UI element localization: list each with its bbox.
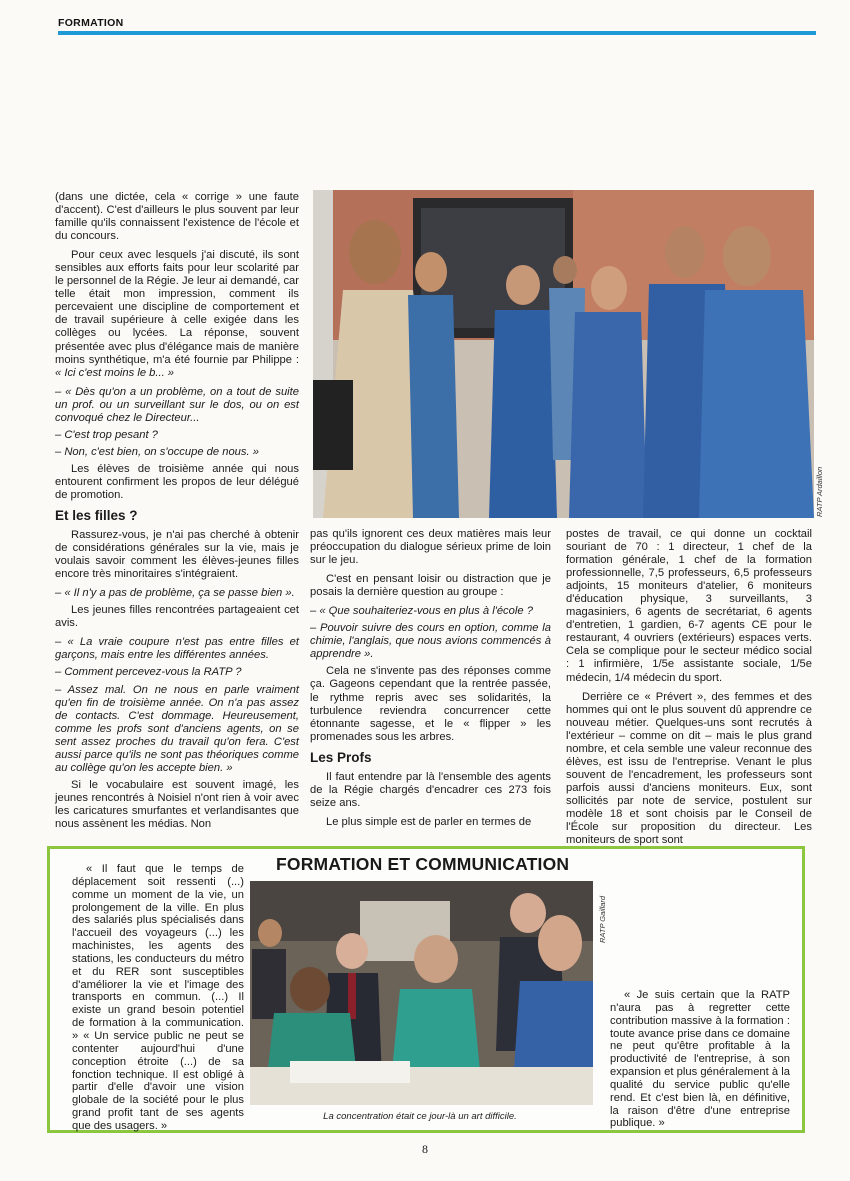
quote: – « Il n'y a pas de problème, ça se passe bien ». [55, 587, 295, 600]
paragraph: Cela ne s'invente pas des réponses comme ça. Gageons cependant que la rentrée passée, le rythme repris avec ses solidarités, la turbulence reviendra concurrencer cette étonnante sagesse, et le « flipper » les promenades sous les arbres. [310, 665, 551, 743]
header-rule [58, 31, 816, 35]
photo-credit: RATP Ardaillon [815, 466, 824, 517]
quote: – Comment percevez-vous la RATP ? [55, 666, 242, 679]
quote: – « Que souhaiteriez-vous en plus à l'école ? [310, 605, 533, 618]
photo-caption: La concentration était ce jour-là un art difficile. [323, 1111, 517, 1122]
quote: – « La vraie coupure n'est pas entre filles et garçons, mais entre les différentes années. [55, 636, 299, 662]
page-header [0, 0, 827, 40]
workshop-photo [250, 881, 593, 1105]
subheading-filles: Et les filles ? [55, 508, 138, 524]
paragraph: pas qu'ils ignorent ces deux matières mais leur préoccupation du dialogue sérieux prime de loin sur le jeu. [310, 528, 551, 567]
paragraph: Les jeunes filles rencontrées partageaient cet avis. [55, 604, 299, 630]
column-2 [310, 528, 551, 828]
section-label: FORMATION [58, 17, 124, 29]
box-title: FORMATION ET COMMUNICATION [276, 854, 570, 874]
paragraph: Les élèves de troisième année qui nous entourent confirment les propos de leur délégué de promotion. [55, 462, 299, 501]
communication-box [47, 846, 805, 1133]
box-right-quote: « Je suis certain que la RATP n'aura pas à regretter cette contribution massive à la formation : toute avance prise dans ce domaine ne peut qu'être profitable à la productivité de l'entreprise, à son expansion et plus généralement à la qualité du service public qu'elle rend. Et c'est bien là, en définitive, la raison d'être d'une entreprise publique. » [610, 989, 790, 1130]
quote: – Pouvoir suivre des cours en option, comme la chimie, l'anglais, que nous avions commencés à apprendre ». [310, 622, 551, 661]
quote: – C'est trop pesant ? [55, 428, 158, 441]
paragraph: (dans une dictée, cela « corrige » une faute d'accent). C'est d'ailleurs le plus souvent par leur famille qu'ils connaissent l'existence de l'école et du concours. [55, 191, 299, 243]
box-left-quote: « Il faut que le temps de déplacement soit ressenti (...) comme un moment de la vie, un prolongement de la ville. En plus des salariés plus spécialisés dans l'accueil des voyageurs (...) les machinistes, les agents des stations, les conducteurs du métro et du RER sont susceptibles d'améliorer la vie et l'image des transports en commun. (...) Il existe un grand besoin potentiel de formation à la communication. » « Un service public ne peut se contenter aujourd'hui d'une conception étroite (...) de sa fonction technique. Il est obligé à partir d'elle d'avoir une vision globale de la société pour le plus grand profit tant de ses agents que des usagers. » [72, 863, 244, 1132]
column-1 [55, 191, 299, 830]
quote: – Non, c'est bien, on s'occupe de nous. » [55, 445, 259, 458]
paragraph: Rassurez-vous, je n'ai pas cherché à obtenir de considérations générales sur la vie, mais je voulais savoir comment les élèves-jeunes filles encore très minoritaires s'intégraient. [55, 529, 299, 581]
paragraph: Derrière ce « Prévert », des femmes et des hommes qui ont le plus souvent dû apprendre ce nouveau métier. Quelques-uns sont recrutés à l'extérieur – comme on dit – mais le plus grand nombre, et cela semble une valeur reconnue des élèves, est issu de l'entreprise. Venant le plus souvent de l'encadrement, les professeurs sont parfois aussi d'anciens moniteurs. Eux, sont sollicités par note de service, postulent sur modèle 18 et sont choisis par le Conseil de l'École sur proposition du directeur. Les moniteurs de sport sont [566, 690, 812, 847]
paragraph: C'est en pensant loisir ou distraction que je posais la dernière question au groupe : [310, 573, 551, 599]
subheading-profs: Les Profs [310, 749, 372, 765]
paragraph: postes de travail, ce qui donne un cocktail souriant de 70 : 1 directeur, 1 chef de la formation générale, 1 chef de la formation professionnelle, 7,5 professeurs, 6,5 professeurs adjoints, 15 moniteurs d'atelier, 6 moniteurs d'éducation physique, 3 surveillants, 3 magasiniers, 6 agents de secrétariat, 6 agents d'entretien, 1 gardien, 6-7 agents CE pour le restaurant, 4 ouvriers (extérieurs) espaces verts. Cela se complique pour le secteur médico social : 1 infirmière, 1/5e assistante sociale, 1/5e médecin, 1/4 médecin du sport. [566, 528, 812, 684]
paragraph: Si le vocabulaire est souvent imagé, les jeunes rencontrés à Noisiel n'ont rien à voir avec les caricatures smurfantes et verlandisantes que nous assènent les médias. Non [55, 778, 299, 830]
column-3 [566, 528, 812, 847]
quote: – « Dès qu'on a un problème, on a tout de suite un prof. ou un surveillant sur le dos, ou on est convoqué chez le Directeur... [55, 385, 299, 424]
students-photo [313, 190, 814, 518]
box-photo-credit: RATP Gaillard [598, 895, 607, 943]
page-number: 8 [422, 1142, 428, 1156]
paragraph: Il faut entendre par là l'ensemble des agents de la Régie chargés d'encadrer ces 273 fois seize ans. [310, 770, 551, 809]
quote: – Assez mal. On ne nous en parle vraiment qu'en fin de troisième année. On n'a pas assez de contacts. C'est dommage. Heureusement, comme les profs sont d'anciens agents, on se sent assez proches du travail qu'on fera. C'est aussi parce qu'ils ne sont pas théoriques comme au collège qu'on les accepte bien. » [55, 683, 299, 774]
paragraph: Le plus simple est de parler en termes de [326, 815, 532, 828]
paragraph: Pour ceux avec lesquels j'ai discuté, ils sont sensibles aux efforts faits pour leur scolarité par le personnel de la Régie. Je leur ai demandé, car telle était mon impression, comment ils percevaient une discipline de comportement et de travail supérieure à celle exigée dans les collèges ou lycées. La réponse, souvent présentée avec plus d'élégance mais de manière moins synthétique, m'a été fournie par Philippe : « Ici c'est moins le b... » [55, 249, 299, 379]
